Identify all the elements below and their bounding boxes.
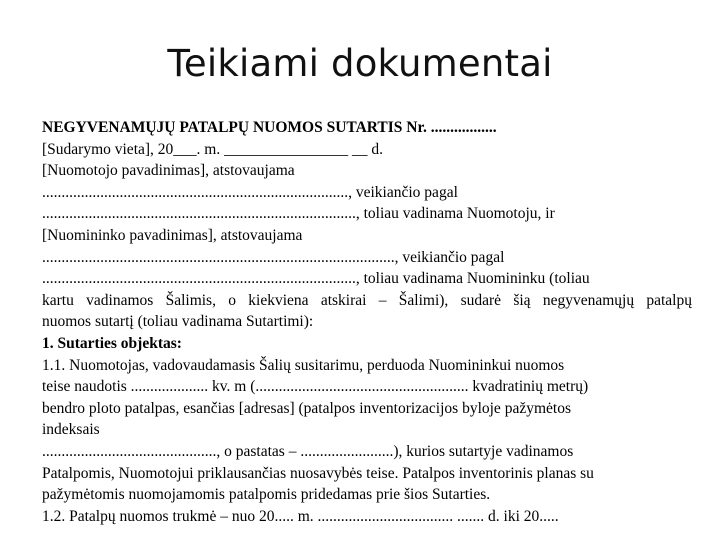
document-line: [Sudarymo vieta], 20___. m. ________________ __ d. bbox=[42, 140, 383, 158]
contract-heading: NEGYVENAMŲJŲ PATALPŲ NUOMOS SUTARTIS Nr. ................. bbox=[42, 119, 497, 136]
document-line: Patalpomis, Nuomotojui priklausančias nuosavybės teise. Patalpos inventorinis planas su bbox=[42, 464, 594, 482]
document-line: ..........................................................................................., veikiančio pagal bbox=[42, 248, 505, 266]
slide-title: Teikiami dokumentai bbox=[167, 42, 553, 85]
document-line: ..............................................................................., veikiančio pagal bbox=[42, 183, 458, 201]
document-line: ................................................................................., toliau vadinama Nuomotoju, ir bbox=[42, 205, 555, 223]
document-line: teise naudotis .................... kv. m (....................................................... kvadratinių metrų) bbox=[42, 378, 589, 396]
document-line: 1.2. Patalpų nuomos trukmė – nuo 20..... m. ................................... ....... d. iki 20..... bbox=[42, 507, 559, 525]
document-line: ............................................., o pastatas – ........................), kurios sutartyje vadinamos bbox=[42, 442, 574, 460]
document-line: indeksais bbox=[42, 421, 100, 439]
document-line: 1.1. Nuomotojas, vadovaudamasis Šalių susitarimu, perduoda Nuomininkui nuomos bbox=[42, 356, 565, 374]
document-line: pažymėtomis nuomojamomis patalpomis pridedamas prie šios Sutarties. bbox=[42, 486, 491, 504]
document-text bbox=[42, 117, 692, 527]
document-line: bendro ploto patalpas, esančias [adresas] (patalpos inventorizacijos byloje pažymėtos bbox=[42, 399, 571, 417]
document-line: kartu vadinamos Šalimis, o kiekviena atskirai – Šalimi), sudarė šią negyvenamųjų patalpų bbox=[42, 291, 692, 309]
document-line: [Nuomotojo pavadinimas], atstovaujama bbox=[42, 162, 295, 180]
document-line: [Nuomininko pavadinimas], atstovaujama bbox=[42, 226, 303, 244]
section-heading: 1. Sutarties objektas: bbox=[42, 334, 182, 352]
document-line: ................................................................................., toliau vadinama Nuomininku (toliau bbox=[42, 270, 590, 288]
document-line: nuomos sutartį (toliau vadinama Sutartimi): bbox=[42, 313, 314, 331]
